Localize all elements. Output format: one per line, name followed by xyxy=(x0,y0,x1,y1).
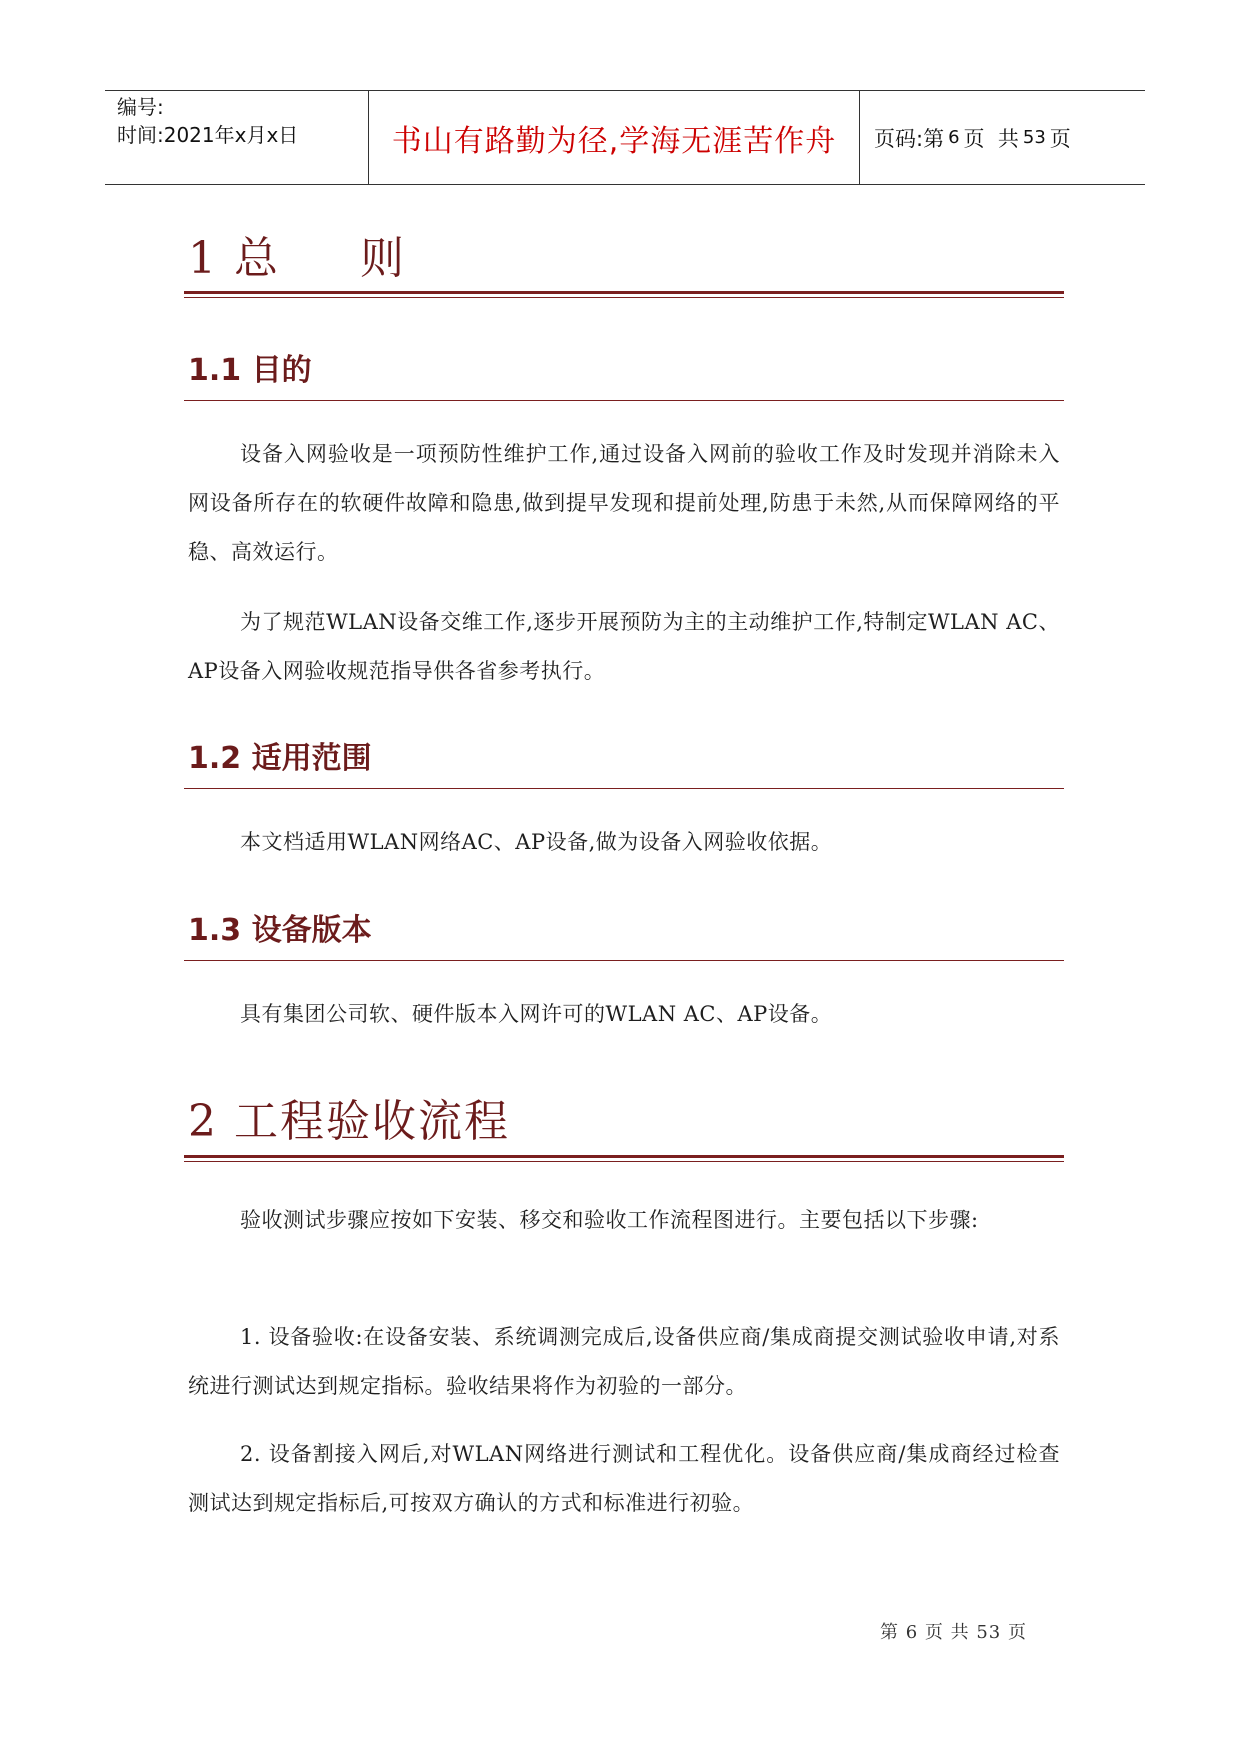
chapter-1-title-a: 总 xyxy=(234,233,280,284)
paragraph-flow-step-2: 2. 设备割接入网后,对WLAN网络进行测试和工程优化。设备供应商/集成商经过检查测试达到规定指标后,可按双方确认的方式和标准进行初验。 xyxy=(188,1442,1060,1515)
chapter-1-number: 1 xyxy=(188,233,218,284)
section-1-3-rule xyxy=(184,960,1064,961)
header-page-number xyxy=(860,91,1145,184)
section-1-2-heading: 1.2 适用范围 xyxy=(188,741,372,776)
paragraph-purpose-1: 设备入网验收是一项预防性维护工作,通过设备入网前的验收工作及时发现并消除未入网设备所存在的软硬件故障和隐患,做到提早发现和提前处理,防患于未然,从而保障网络的平稳、高效运行。 xyxy=(188,442,1060,564)
page-total: 53 xyxy=(1022,127,1046,148)
section-1-2-rule xyxy=(184,788,1064,789)
chapter-1-rule xyxy=(184,291,1064,298)
document-number-label: 编号: xyxy=(117,95,164,119)
chapter-2-number: 2 xyxy=(188,1096,218,1147)
header-motto: 书山有路勤为径,学海无涯苦作舟 xyxy=(369,91,860,184)
document-time-label: 时间:2021年x月x日 xyxy=(117,123,299,147)
page-label-post: 页 xyxy=(1049,126,1071,151)
page-footer: 第 6 页 共 53 页 xyxy=(880,1622,1027,1643)
page-current: 6 xyxy=(948,127,960,148)
paragraph-version: 具有集团公司软、硬件版本入网许可的WLAN AC、AP设备。 xyxy=(240,1002,833,1026)
section-1-3-heading: 1.3 设备版本 xyxy=(188,913,372,948)
page-label-pre: 页码:第 xyxy=(874,126,945,151)
header-meta xyxy=(105,91,369,184)
page-header xyxy=(105,90,1145,185)
section-1-1-rule xyxy=(184,400,1064,401)
paragraph-flow-intro: 验收测试步骤应按如下安装、移交和验收工作流程图进行。主要包括以下步骤: xyxy=(240,1208,979,1232)
paragraph-scope: 本文档适用WLAN网络AC、AP设备,做为设备入网验收依据。 xyxy=(240,830,833,854)
page-label-mid: 页 共 xyxy=(963,126,1019,151)
paragraph-flow-step-1: 1. 设备验收:在设备安装、系统调测完成后,设备供应商/集成商提交测试验收申请,对系统进行测试达到规定指标。验收结果将作为初验的一部分。 xyxy=(188,1325,1060,1398)
section-1-1-heading: 1.1 目的 xyxy=(188,353,312,388)
chapter-1-title-b: 则 xyxy=(360,233,406,284)
chapter-1-heading xyxy=(188,222,406,286)
chapter-2-title: 工程验收流程 xyxy=(234,1096,510,1147)
chapter-2-heading xyxy=(188,1085,510,1149)
paragraph-purpose-2: 为了规范WLAN设备交维工作,逐步开展预防为主的主动维护工作,特制定WLAN AC、AP设备入网验收规范指导供各省参考执行。 xyxy=(188,610,1060,683)
chapter-2-rule xyxy=(184,1155,1064,1162)
